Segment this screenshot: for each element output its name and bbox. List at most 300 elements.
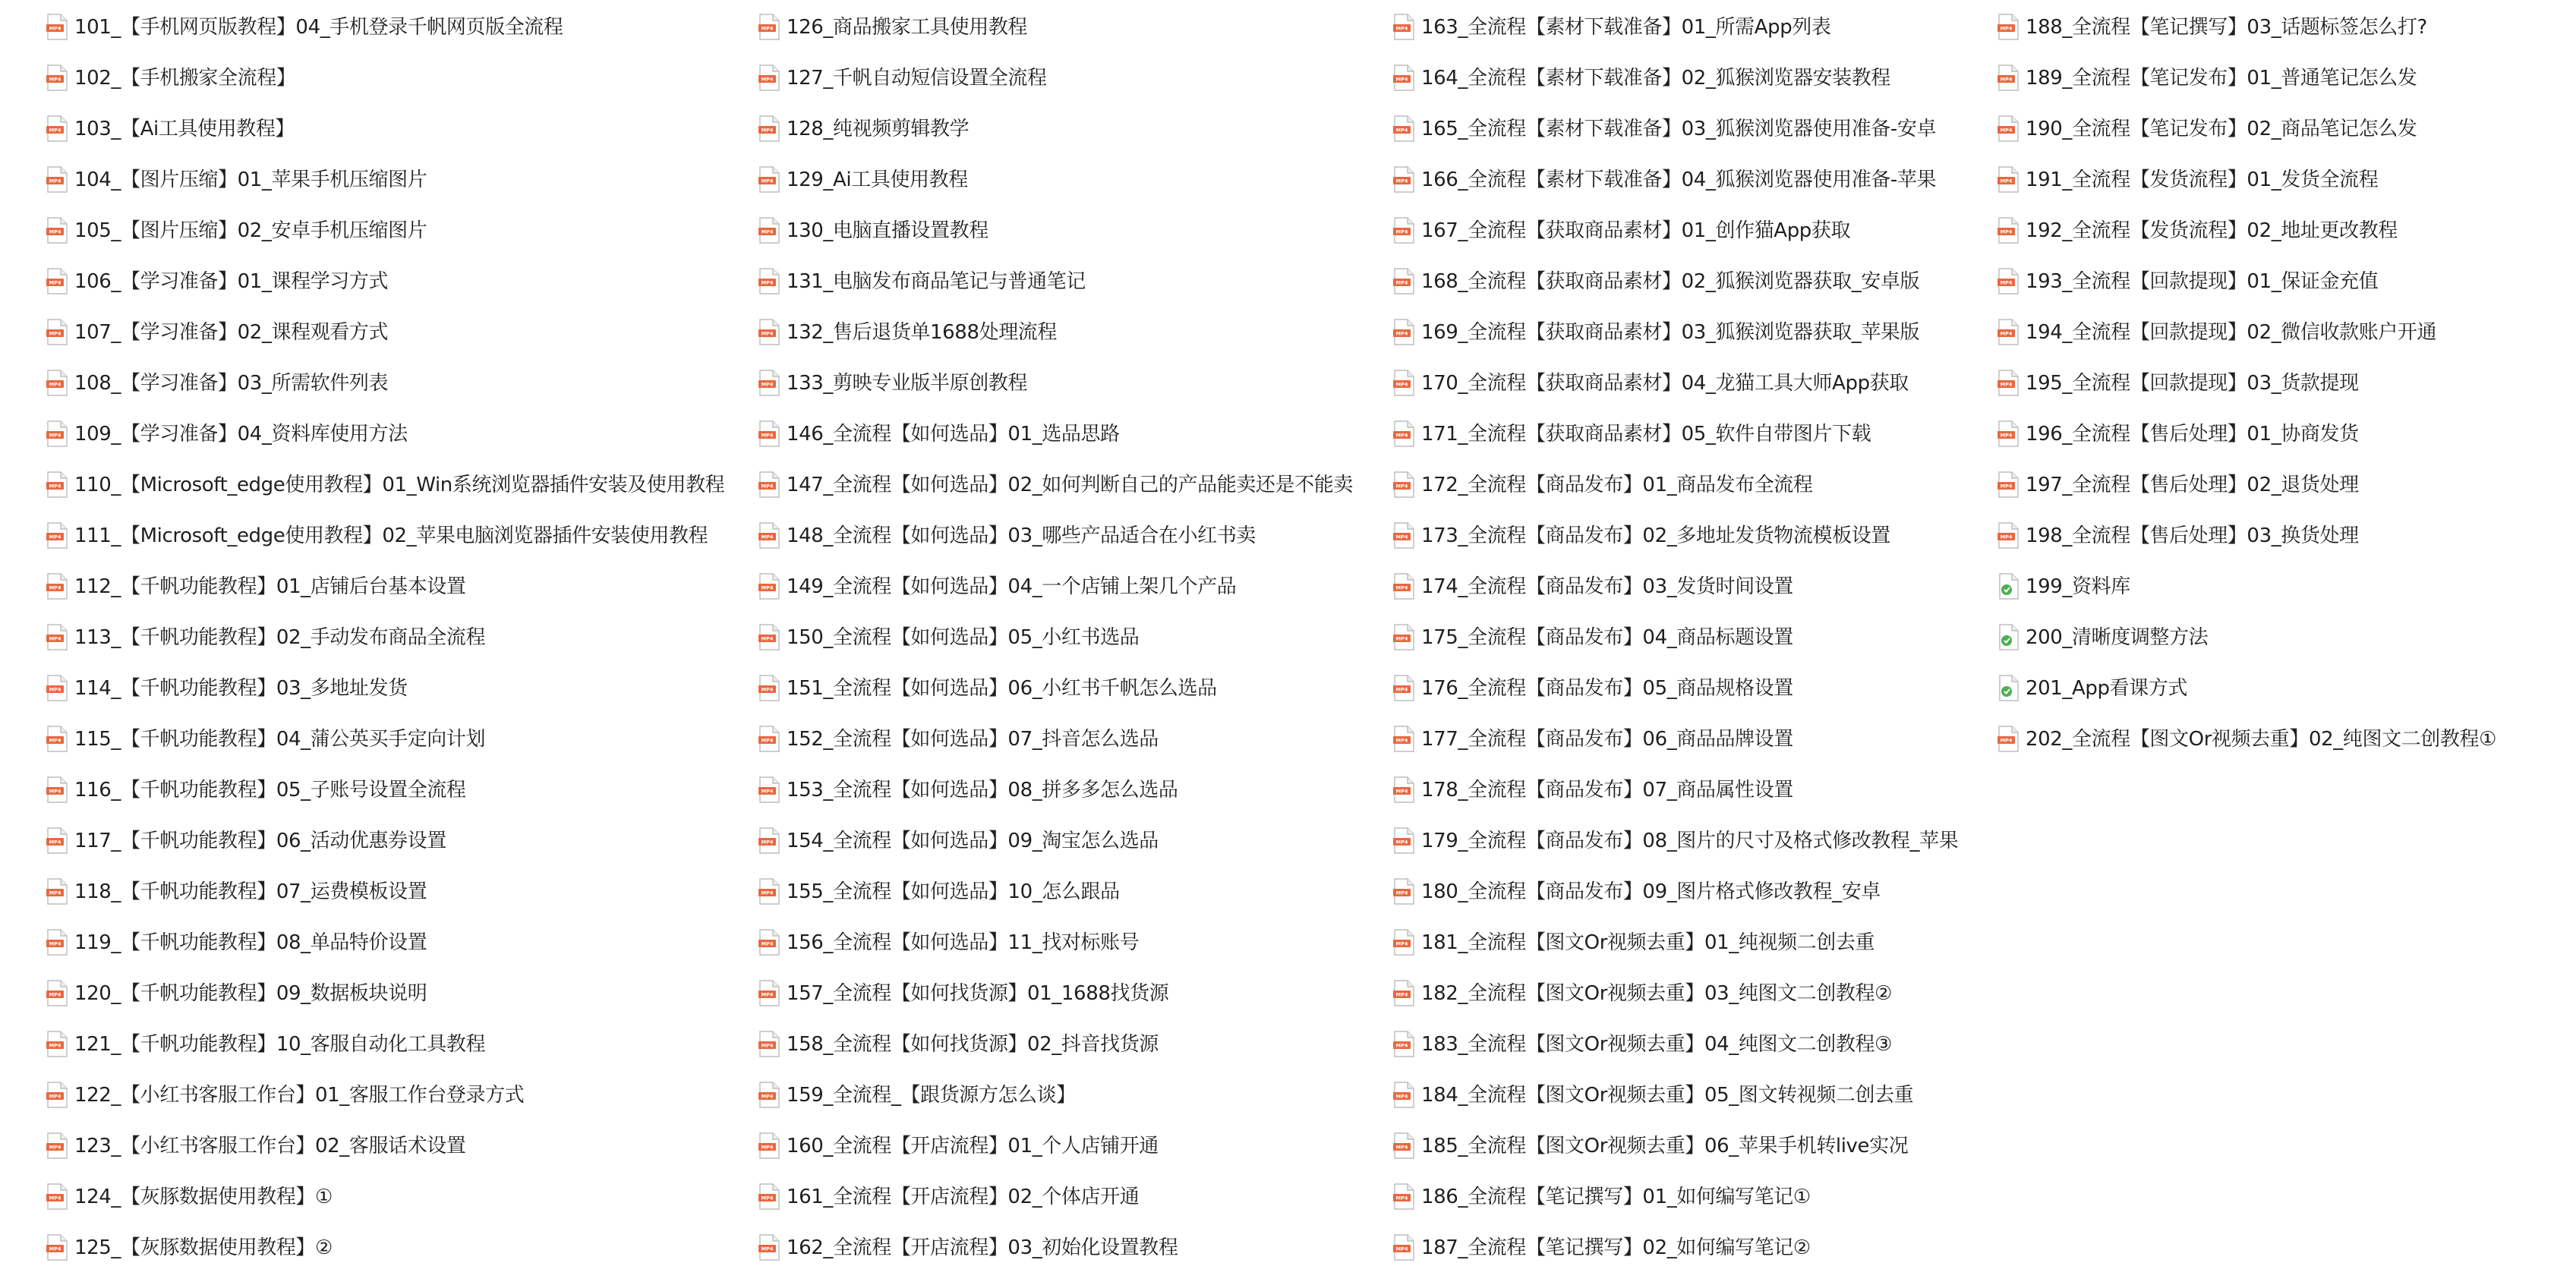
file-item[interactable] (1392, 1183, 1992, 1234)
mp4-file-icon (1392, 217, 1415, 244)
file-name: 153_全流程【如何选品】08_拼多多怎么选品 (787, 779, 1178, 802)
mp4-file-icon (1392, 65, 1415, 92)
file-item[interactable] (46, 65, 752, 115)
file-name: 176_全流程【商品发布】05_商品规格设置 (1421, 677, 1793, 700)
file-name: 156_全流程【如何选品】11_找对标账号 (787, 931, 1140, 954)
file-item[interactable] (46, 624, 752, 675)
file-name: 113_【千帆功能教程】02_手动发布商品全流程 (74, 626, 486, 649)
svg-text:MP4: MP4 (49, 584, 61, 591)
mp4-file-icon (1997, 370, 2019, 397)
file-name: 191_全流程【发货流程】01_发货全流程 (2026, 168, 2379, 191)
file-name: 108_【学习准备】03_所需软件列表 (74, 372, 389, 395)
file-name: 151_全流程【如何选品】06_小红书千帆怎么选品 (787, 677, 1217, 700)
file-item[interactable] (1392, 878, 1992, 929)
file-item[interactable] (46, 776, 752, 827)
file-item[interactable] (1997, 217, 2574, 268)
file-item[interactable] (1997, 624, 2574, 675)
file-item[interactable] (46, 166, 752, 217)
svg-text:MP4: MP4 (1395, 1093, 1408, 1100)
svg-text:MP4: MP4 (49, 127, 61, 134)
mp4-file-icon (46, 166, 68, 194)
file-name: 170_全流程【获取商品素材】04_龙猫工具大师App获取 (1421, 372, 1909, 395)
file-name: 164_全流程【素材下载准备】02_狐猴浏览器安装教程 (1421, 67, 1890, 90)
file-name: 165_全流程【素材下载准备】03_狐猴浏览器使用准备-安卓 (1421, 118, 1937, 140)
file-item[interactable] (758, 65, 1388, 115)
file-name: 127_千帆自动短信设置全流程 (787, 67, 1047, 90)
file-item[interactable] (46, 420, 752, 471)
file-item[interactable] (1392, 573, 1992, 624)
mp4-file-icon (46, 1183, 68, 1211)
file-name: 109_【学习准备】04_资料库使用方法 (74, 423, 408, 446)
file-item[interactable] (46, 878, 752, 929)
file-column (1997, 14, 2574, 776)
svg-text:MP4: MP4 (761, 635, 774, 642)
mp4-file-icon (1392, 726, 1415, 753)
svg-text:MP4: MP4 (761, 76, 774, 83)
mp4-file-icon (758, 471, 780, 499)
file-item[interactable] (1392, 1234, 1992, 1285)
file-item[interactable] (1392, 929, 1992, 980)
file-item[interactable] (46, 14, 752, 65)
svg-text:MP4: MP4 (1395, 584, 1408, 591)
file-name: 171_全流程【获取商品素材】05_软件自带图片下载 (1421, 423, 1871, 446)
file-name: 177_全流程【商品发布】06_商品品牌设置 (1421, 728, 1793, 751)
svg-text:MP4: MP4 (1395, 483, 1408, 490)
mp4-file-icon (46, 471, 68, 499)
file-name: 197_全流程【售后处理】02_退货处理 (2026, 474, 2359, 496)
file-name: 105_【图片压缩】02_安卓手机压缩图片 (74, 219, 427, 242)
file-item[interactable] (46, 675, 752, 726)
file-item[interactable] (46, 573, 752, 624)
file-name: 126_商品搬家工具使用教程 (787, 16, 1028, 39)
svg-text:MP4: MP4 (2000, 432, 2013, 439)
svg-text:MP4: MP4 (761, 991, 774, 998)
file-item[interactable] (1997, 420, 2574, 471)
file-item[interactable] (758, 573, 1388, 624)
mp4-file-icon (1392, 1082, 1415, 1109)
file-item[interactable] (758, 1082, 1388, 1132)
file-item[interactable] (758, 217, 1388, 268)
file-item[interactable] (758, 1183, 1388, 1234)
mp4-file-icon (46, 1234, 68, 1261)
svg-text:MP4: MP4 (761, 686, 774, 693)
file-item[interactable] (1392, 14, 1992, 65)
file-item[interactable] (1392, 319, 1992, 370)
file-name: 110_【Microsoft_edge使用教程】01_Win系统浏览器插件安装及使用教程 (74, 474, 725, 496)
svg-text:MP4: MP4 (2000, 228, 2013, 235)
mp4-file-icon (46, 420, 68, 448)
mp4-file-icon (46, 319, 68, 346)
file-item[interactable] (1392, 65, 1992, 115)
file-item[interactable] (1392, 370, 1992, 420)
mp4-file-icon (46, 1031, 68, 1058)
file-name: 173_全流程【商品发布】02_多地址发货物流模板设置 (1421, 524, 1890, 547)
file-item[interactable] (1997, 14, 2574, 65)
file-name: 125_【灰豚数据使用教程】② (74, 1236, 333, 1259)
svg-text:MP4: MP4 (49, 1042, 61, 1049)
file-item[interactable] (758, 115, 1388, 166)
file-item[interactable] (758, 268, 1388, 319)
mp4-file-icon (1997, 420, 2019, 448)
file-item[interactable] (46, 980, 752, 1031)
file-item[interactable] (46, 1082, 752, 1132)
mp4-file-icon (758, 115, 780, 143)
file-item[interactable] (1392, 776, 1992, 827)
svg-text:MP4: MP4 (1395, 737, 1408, 744)
svg-text:MP4: MP4 (761, 1195, 774, 1202)
svg-text:MP4: MP4 (1395, 127, 1408, 134)
link-file-icon (1997, 675, 2019, 702)
file-item[interactable] (758, 878, 1388, 929)
file-item[interactable] (1392, 726, 1992, 776)
mp4-file-icon (758, 929, 780, 956)
svg-text:MP4: MP4 (761, 737, 774, 744)
mp4-file-icon (758, 573, 780, 600)
file-name: 160_全流程【开店流程】01_个人店铺开通 (787, 1135, 1159, 1157)
svg-text:MP4: MP4 (49, 635, 61, 642)
mp4-file-icon (1997, 115, 2019, 143)
mp4-file-icon (758, 1082, 780, 1109)
mp4-file-icon (46, 827, 68, 855)
mp4-file-icon (1997, 726, 2019, 753)
file-name: 182_全流程【图文Or视频去重】03_纯图文二创教程② (1421, 982, 1892, 1005)
mp4-file-icon (1997, 166, 2019, 194)
file-name: 121_【千帆功能教程】10_客服自动化工具教程 (74, 1033, 486, 1056)
file-item[interactable] (1392, 1031, 1992, 1082)
file-name: 146_全流程【如何选品】01_选品思路 (787, 423, 1120, 446)
file-name: 130_电脑直播设置教程 (787, 219, 988, 242)
mp4-file-icon (758, 319, 780, 346)
file-name: 131_电脑发布商品笔记与普通笔记 (787, 270, 1086, 293)
mp4-file-icon (1392, 675, 1415, 702)
file-item[interactable] (46, 1234, 752, 1285)
mp4-file-icon (1392, 929, 1415, 956)
file-item[interactable] (46, 471, 752, 522)
svg-text:MP4: MP4 (761, 127, 774, 134)
file-item[interactable] (1392, 1082, 1992, 1132)
svg-text:MP4: MP4 (761, 330, 774, 337)
svg-text:MP4: MP4 (2000, 330, 2013, 337)
file-name: 200_清晰度调整方法 (2026, 626, 2209, 649)
file-item[interactable] (1997, 65, 2574, 115)
mp4-file-icon (1392, 522, 1415, 550)
svg-text:MP4: MP4 (49, 381, 61, 388)
mp4-file-icon (758, 65, 780, 92)
file-name: 199_资料库 (2026, 575, 2130, 598)
mp4-file-icon (46, 776, 68, 804)
file-item[interactable] (46, 268, 752, 319)
svg-text:MP4: MP4 (761, 890, 774, 896)
link-file-icon (1997, 573, 2019, 600)
mp4-file-icon (758, 268, 780, 295)
mp4-file-icon (1997, 522, 2019, 550)
file-item[interactable] (758, 1031, 1388, 1082)
mp4-file-icon (1392, 827, 1415, 855)
svg-text:MP4: MP4 (49, 940, 61, 947)
svg-text:MP4: MP4 (49, 839, 61, 846)
svg-text:MP4: MP4 (1395, 25, 1408, 32)
svg-text:MP4: MP4 (1395, 1246, 1408, 1252)
file-item[interactable] (46, 522, 752, 573)
mp4-file-icon (1392, 573, 1415, 600)
svg-text:MP4: MP4 (49, 483, 61, 490)
svg-text:MP4: MP4 (2000, 127, 2013, 134)
mp4-file-icon (46, 1132, 68, 1160)
mp4-file-icon (758, 1234, 780, 1261)
mp4-file-icon (1392, 980, 1415, 1007)
mp4-file-icon (1392, 268, 1415, 295)
file-item[interactable] (758, 726, 1388, 776)
svg-text:MP4: MP4 (2000, 483, 2013, 490)
mp4-file-icon (1392, 471, 1415, 499)
svg-text:MP4: MP4 (1395, 1144, 1408, 1151)
svg-text:MP4: MP4 (2000, 178, 2013, 184)
file-name: 181_全流程【图文Or视频去重】01_纯视频二创去重 (1421, 931, 1875, 954)
svg-text:MP4: MP4 (2000, 381, 2013, 388)
file-item[interactable] (1997, 370, 2574, 420)
file-name: 111_【Microsoft_edge使用教程】02_苹果电脑浏览器插件安装使用教程 (74, 524, 708, 547)
file-item[interactable] (758, 624, 1388, 675)
svg-text:MP4: MP4 (761, 381, 774, 388)
svg-text:MP4: MP4 (49, 279, 61, 286)
mp4-file-icon (1392, 776, 1415, 804)
file-name: 162_全流程【开店流程】03_初始化设置教程 (787, 1236, 1178, 1259)
svg-text:MP4: MP4 (49, 330, 61, 337)
file-column (758, 14, 1388, 1285)
file-item[interactable] (1392, 522, 1992, 573)
file-item[interactable] (46, 1132, 752, 1183)
file-item[interactable] (1997, 726, 2574, 776)
file-item[interactable] (1997, 166, 2574, 217)
file-name: 129_Ai工具使用教程 (787, 168, 968, 191)
file-name: 124_【灰豚数据使用教程】① (74, 1186, 333, 1208)
file-name: 163_全流程【素材下载准备】01_所需App列表 (1421, 16, 1831, 39)
file-item[interactable] (758, 776, 1388, 827)
svg-text:MP4: MP4 (761, 279, 774, 286)
file-item[interactable] (758, 1234, 1388, 1285)
file-name: 107_【学习准备】02_课程观看方式 (74, 321, 389, 344)
svg-text:MP4: MP4 (49, 76, 61, 83)
svg-text:MP4: MP4 (49, 432, 61, 439)
file-item[interactable] (1997, 522, 2574, 573)
mp4-file-icon (46, 675, 68, 702)
file-name: 159_全流程_【跟货源方怎么谈】 (787, 1084, 1076, 1107)
file-name: 189_全流程【笔记发布】01_普通笔记怎么发 (2026, 67, 2417, 90)
file-item[interactable] (1392, 217, 1992, 268)
file-item[interactable] (758, 319, 1388, 370)
file-name: 190_全流程【笔记发布】02_商品笔记怎么发 (2026, 118, 2417, 140)
file-item[interactable] (1997, 268, 2574, 319)
svg-text:MP4: MP4 (49, 991, 61, 998)
file-name: 192_全流程【发货流程】02_地址更改教程 (2026, 219, 2398, 242)
svg-text:MP4: MP4 (1395, 890, 1408, 896)
file-item[interactable] (1997, 115, 2574, 166)
file-item[interactable] (758, 471, 1388, 522)
mp4-file-icon (758, 878, 780, 905)
file-item[interactable] (758, 420, 1388, 471)
svg-text:MP4: MP4 (1395, 635, 1408, 642)
svg-text:MP4: MP4 (1395, 330, 1408, 337)
file-item[interactable] (46, 827, 752, 878)
file-name: 122_【小红书客服工作台】01_客服工作台登录方式 (74, 1084, 525, 1107)
svg-text:MP4: MP4 (49, 788, 61, 795)
file-name: 187_全流程【笔记撰写】02_如何编写笔记② (1421, 1236, 1811, 1259)
svg-text:MP4: MP4 (761, 228, 774, 235)
file-name: 195_全流程【回款提现】03_货款提现 (2026, 372, 2359, 395)
file-item[interactable] (46, 370, 752, 420)
mp4-file-icon (758, 522, 780, 550)
file-item[interactable] (1392, 980, 1992, 1031)
svg-text:MP4: MP4 (49, 1195, 61, 1202)
file-column (1392, 14, 1992, 1285)
mp4-file-icon (1997, 217, 2019, 244)
mp4-file-icon (1997, 65, 2019, 92)
file-name: 149_全流程【如何选品】04_一个店铺上架几个产品 (787, 575, 1237, 598)
file-name: 188_全流程【笔记撰写】03_话题标签怎么打? (2026, 16, 2427, 39)
file-name: 102_【手机搬家全流程】 (74, 67, 296, 90)
file-name: 169_全流程【获取商品素材】03_狐猴浏览器获取_苹果版 (1421, 321, 1920, 344)
file-name: 196_全流程【售后处理】01_协商发货 (2026, 423, 2359, 446)
file-item[interactable] (46, 1031, 752, 1082)
file-item[interactable] (1392, 268, 1992, 319)
mp4-file-icon (46, 370, 68, 397)
mp4-file-icon (1392, 1132, 1415, 1160)
file-item[interactable] (1392, 624, 1992, 675)
svg-text:MP4: MP4 (1395, 1042, 1408, 1049)
file-item[interactable] (1997, 319, 2574, 370)
file-name: 180_全流程【商品发布】09_图片格式修改教程_安卓 (1421, 880, 1881, 903)
file-name: 104_【图片压缩】01_苹果手机压缩图片 (74, 168, 427, 191)
mp4-file-icon (46, 624, 68, 651)
svg-text:MP4: MP4 (1395, 381, 1408, 388)
file-item[interactable] (1392, 827, 1992, 878)
file-item[interactable] (1392, 115, 1992, 166)
svg-text:MP4: MP4 (761, 534, 774, 540)
file-name: 179_全流程【商品发布】08_图片的尺寸及格式修改教程_苹果 (1421, 830, 1959, 852)
mp4-file-icon (758, 217, 780, 244)
svg-text:MP4: MP4 (49, 178, 61, 184)
file-name: 178_全流程【商品发布】07_商品属性设置 (1421, 779, 1793, 802)
file-item[interactable] (1392, 471, 1992, 522)
file-item[interactable] (758, 980, 1388, 1031)
mp4-file-icon (758, 776, 780, 804)
svg-text:MP4: MP4 (761, 1144, 774, 1151)
svg-text:MP4: MP4 (761, 584, 774, 591)
svg-text:MP4: MP4 (761, 178, 774, 184)
mp4-file-icon (758, 624, 780, 651)
file-item[interactable] (46, 115, 752, 166)
svg-text:MP4: MP4 (49, 25, 61, 32)
svg-text:MP4: MP4 (761, 1246, 774, 1252)
mp4-file-icon (1997, 14, 2019, 41)
svg-text:MP4: MP4 (761, 1093, 774, 1100)
mp4-file-icon (1392, 115, 1415, 143)
svg-text:MP4: MP4 (761, 25, 774, 32)
file-column (46, 14, 752, 1285)
mp4-file-icon (46, 14, 68, 41)
mp4-file-icon (758, 14, 780, 41)
file-item[interactable] (46, 1183, 752, 1234)
mp4-file-icon (758, 370, 780, 397)
file-name: 185_全流程【图文Or视频去重】06_苹果手机转live实况 (1421, 1135, 1909, 1157)
file-name: 157_全流程【如何找货源】01_1688找货源 (787, 982, 1169, 1005)
mp4-file-icon (1997, 268, 2019, 295)
file-item[interactable] (1392, 1132, 1992, 1183)
svg-text:MP4: MP4 (1395, 279, 1408, 286)
file-item[interactable] (758, 827, 1388, 878)
file-item[interactable] (46, 726, 752, 776)
file-name: 154_全流程【如何选品】09_淘宝怎么选品 (787, 830, 1159, 852)
mp4-file-icon (46, 268, 68, 295)
file-item[interactable] (758, 370, 1388, 420)
file-item[interactable] (758, 166, 1388, 217)
svg-text:MP4: MP4 (761, 432, 774, 439)
file-item[interactable] (1392, 675, 1992, 726)
file-item[interactable] (758, 929, 1388, 980)
svg-text:MP4: MP4 (1395, 76, 1408, 83)
mp4-file-icon (46, 1082, 68, 1109)
svg-text:MP4: MP4 (49, 1093, 61, 1100)
file-item[interactable] (46, 319, 752, 370)
file-name: 166_全流程【素材下载准备】04_狐猴浏览器使用准备-苹果 (1421, 168, 1937, 191)
file-name: 115_【千帆功能教程】04_蒲公英买手定向计划 (74, 728, 486, 751)
file-item[interactable] (758, 1132, 1388, 1183)
svg-text:MP4: MP4 (1395, 1195, 1408, 1202)
file-name: 114_【千帆功能教程】03_多地址发货 (74, 677, 408, 700)
file-name: 168_全流程【获取商品素材】02_狐猴浏览器获取_安卓版 (1421, 270, 1920, 293)
svg-text:MP4: MP4 (49, 1144, 61, 1151)
file-item[interactable] (1997, 471, 2574, 522)
mp4-file-icon (758, 166, 780, 194)
mp4-file-icon (1997, 319, 2019, 346)
file-name: 183_全流程【图文Or视频去重】04_纯图文二创教程③ (1421, 1033, 1892, 1056)
file-item[interactable] (1997, 675, 2574, 726)
file-name: 123_【小红书客服工作台】02_客服话术设置 (74, 1135, 466, 1157)
file-item[interactable] (1392, 420, 1992, 471)
file-item[interactable] (758, 14, 1388, 65)
mp4-file-icon (758, 420, 780, 448)
file-name: 148_全流程【如何选品】03_哪些产品适合在小红书卖 (787, 524, 1256, 547)
file-name: 101_【手机网页版教程】04_手机登录千帆网页版全流程 (74, 16, 563, 39)
file-name: 167_全流程【获取商品素材】01_创作猫App获取 (1421, 219, 1851, 242)
mp4-file-icon (46, 217, 68, 244)
mp4-file-icon (758, 980, 780, 1007)
svg-text:MP4: MP4 (1395, 788, 1408, 795)
svg-text:MP4: MP4 (761, 1042, 774, 1049)
file-name: 194_全流程【回款提现】02_微信收款账户开通 (2026, 321, 2437, 344)
file-item[interactable] (1392, 166, 1992, 217)
svg-text:MP4: MP4 (2000, 76, 2013, 83)
file-name: 158_全流程【如何找货源】02_抖音找货源 (787, 1033, 1159, 1056)
file-item[interactable] (1997, 573, 2574, 624)
mp4-file-icon (1392, 878, 1415, 905)
file-name: 201_App看课方式 (2026, 677, 2188, 700)
file-name: 152_全流程【如何选品】07_抖音怎么选品 (787, 728, 1159, 751)
svg-text:MP4: MP4 (49, 890, 61, 896)
mp4-file-icon (1997, 471, 2019, 499)
file-name: 119_【千帆功能教程】08_单品特价设置 (74, 931, 427, 954)
svg-text:MP4: MP4 (1395, 228, 1408, 235)
mp4-file-icon (1392, 624, 1415, 651)
file-name: 150_全流程【如何选品】05_小红书选品 (787, 626, 1140, 649)
file-item[interactable] (758, 522, 1388, 573)
mp4-file-icon (1392, 319, 1415, 346)
file-item[interactable] (46, 929, 752, 980)
svg-text:MP4: MP4 (2000, 737, 2013, 744)
file-item[interactable] (758, 675, 1388, 726)
file-item[interactable] (46, 217, 752, 268)
svg-text:MP4: MP4 (761, 483, 774, 490)
